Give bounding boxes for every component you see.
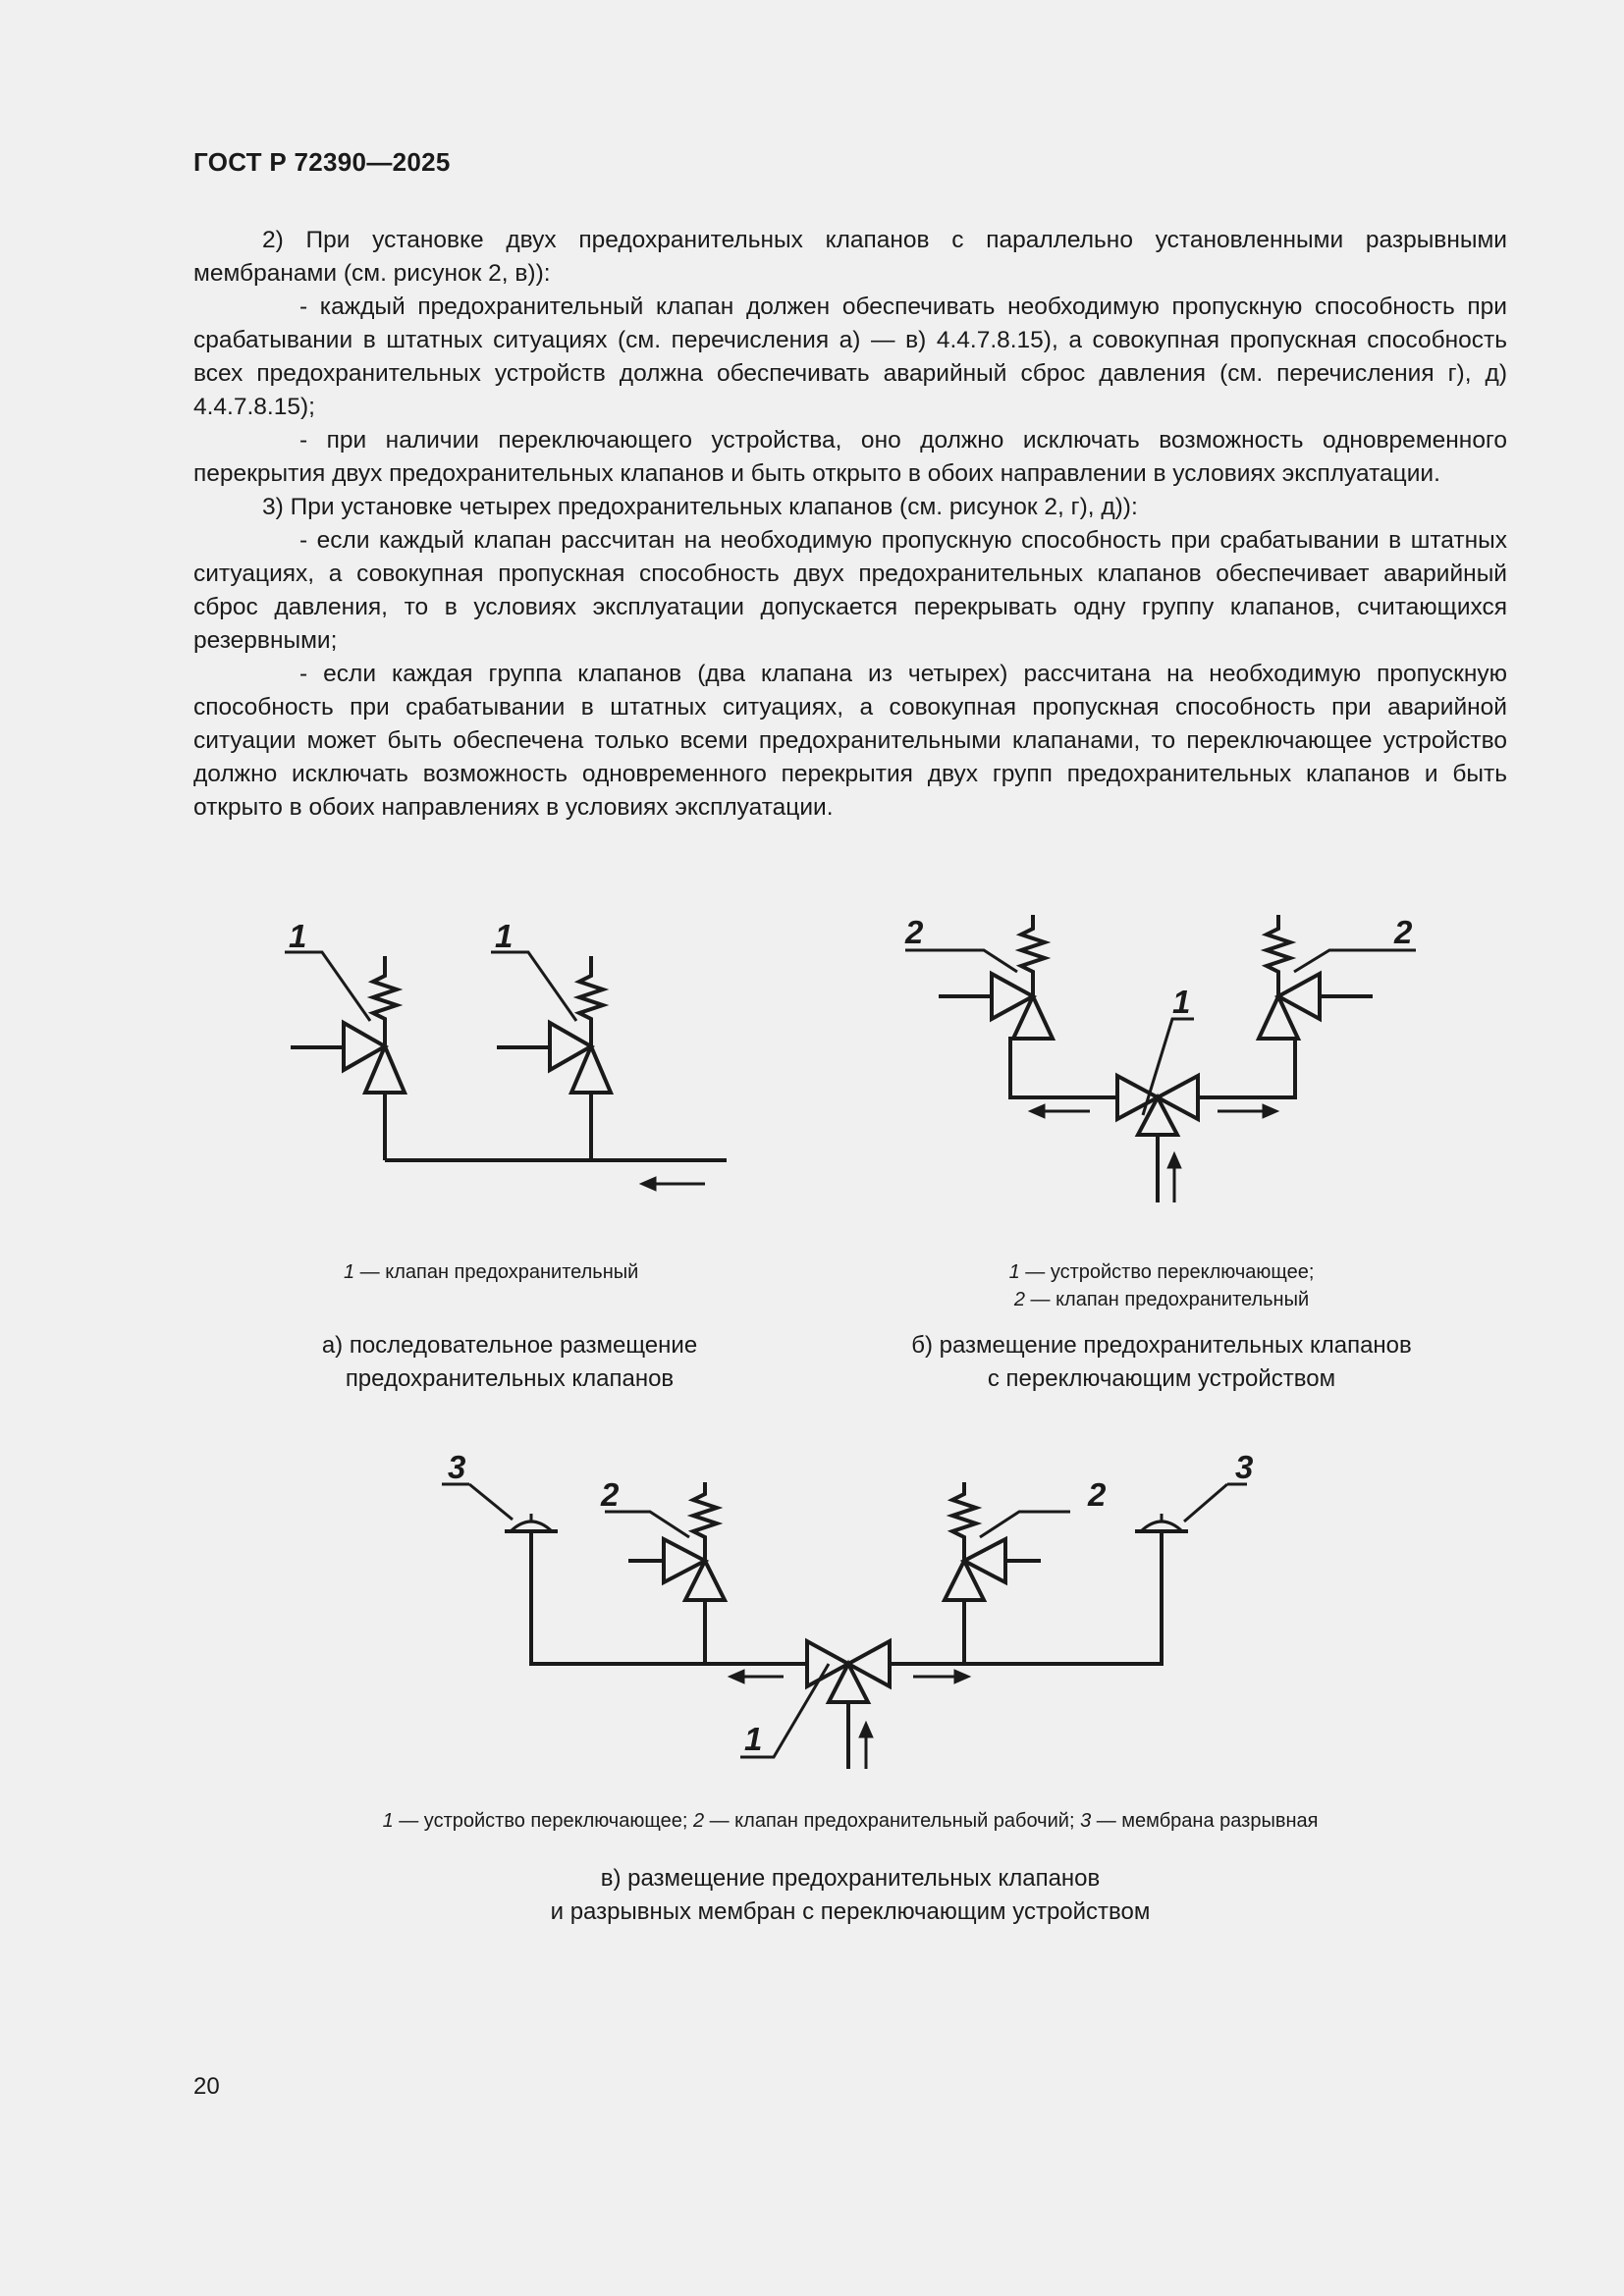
figure-b-caption: б) размещение предохранительных клапанов с переключающим устройством	[911, 1332, 1412, 1392]
figure-c-diagram	[432, 1449, 1254, 1777]
safety-valve-symbol	[491, 952, 611, 1160]
flow-arrow	[913, 1670, 970, 1683]
callout-label: 2	[905, 914, 924, 950]
callout-label: 1	[744, 1721, 763, 1757]
safety-valve-symbol	[1198, 915, 1416, 1097]
body-text	[193, 224, 1507, 825]
callout-label: 3	[1235, 1449, 1254, 1485]
document-header: ГОСТ Р 72390—2025	[193, 147, 451, 177]
safety-valve-symbol	[285, 952, 405, 1160]
figure-b-diagram	[893, 903, 1443, 1217]
flow-arrow	[859, 1722, 873, 1769]
figure-a-caption: а) последовательное размещение предохранительных клапанов	[321, 1332, 698, 1392]
paragraph-dash: - при наличии переключающего устройства, оно должно исключать возможность одновременного перекрытия двух предохранительных клапанов и быть открыто в обоих направлении в условиях эксплуатации.	[193, 427, 1507, 487]
flow-arrow	[640, 1177, 705, 1191]
callout-label: 2	[1088, 1476, 1107, 1513]
paragraph-dash: - если каждый клапан рассчитан на необходимую пропускную способность при срабатывании в штатных ситуациях, а совокупная пропускная способность двух предохранительных клапанов обеспечивает аварийный сброс давления, то в условиях эксплуатации допускается перекрывать одну группу клапанов, считающихся резервными;	[193, 527, 1507, 654]
figure-a-diagram	[275, 913, 746, 1217]
callout-label: 1	[495, 918, 514, 954]
figure-b-legend: 1 — устройство переключающее; 2 — клапан предохранительный	[1008, 1261, 1315, 1310]
callout-label: 1	[1172, 984, 1191, 1020]
flow-arrow	[1167, 1152, 1181, 1202]
callout-label: 3	[448, 1449, 466, 1485]
callout-label: 1	[289, 918, 307, 954]
figure-c-legend: 1 — устройство переключающее; 2 — клапан предохранительный рабочий; 3 — мембрана разрывная	[382, 1810, 1319, 1832]
safety-valve-symbol	[605, 1482, 725, 1664]
paragraph-dash: - если каждая группа клапанов (два клапана из четырех) рассчитана на необходимую пропускную способность при срабатывании в штатных ситуациях, а совокупная пропускная способность при аварийной ситуации может быть обеспечена только всеми предохранительными клапанами, то переключающее устройство должно исключать возможность одновременного перекрытия двух групп предохранительных клапанов и быть открыто в обоих направлениях в условиях эксплуатации.	[193, 661, 1507, 821]
safety-valve-symbol	[905, 915, 1117, 1097]
flow-arrow	[729, 1670, 784, 1683]
page-number: 20	[193, 2073, 220, 2100]
flow-arrow	[1029, 1104, 1090, 1118]
safety-valve-symbol	[945, 1482, 1070, 1664]
figure-c-caption: в) размещение предохранительных клапанов и разрывных мембран с переключающим устройством	[550, 1865, 1151, 1925]
flow-arrow	[1218, 1104, 1278, 1118]
switching-device-symbol	[1117, 1019, 1198, 1135]
figure-a-legend: 1 — клапан предохранительный	[344, 1261, 639, 1283]
callout-label: 2	[601, 1476, 620, 1513]
callout-label: 2	[1394, 914, 1413, 950]
paragraph-item-2: 2) При установке двух предохранительных клапанов с параллельно установленными разрывными мембранами (см. рисунок 2, в)):	[193, 227, 1507, 287]
paragraph-dash: - каждый предохранительный клапан должен обеспечивать необходимую пропускную способность при срабатывании в штатных ситуациях (см. перечисления а) — в) 4.4.7.8.15), а совокупная пропускная способность всех предохранительных устройств должна обеспечивать аварийный сброс давления (см. перечисления г), д) 4.4.7.8.15);	[193, 294, 1507, 420]
paragraph-item-3: 3) При установке четырех предохранительных клапанов (см. рисунок 2, г), д)):	[262, 494, 1138, 520]
